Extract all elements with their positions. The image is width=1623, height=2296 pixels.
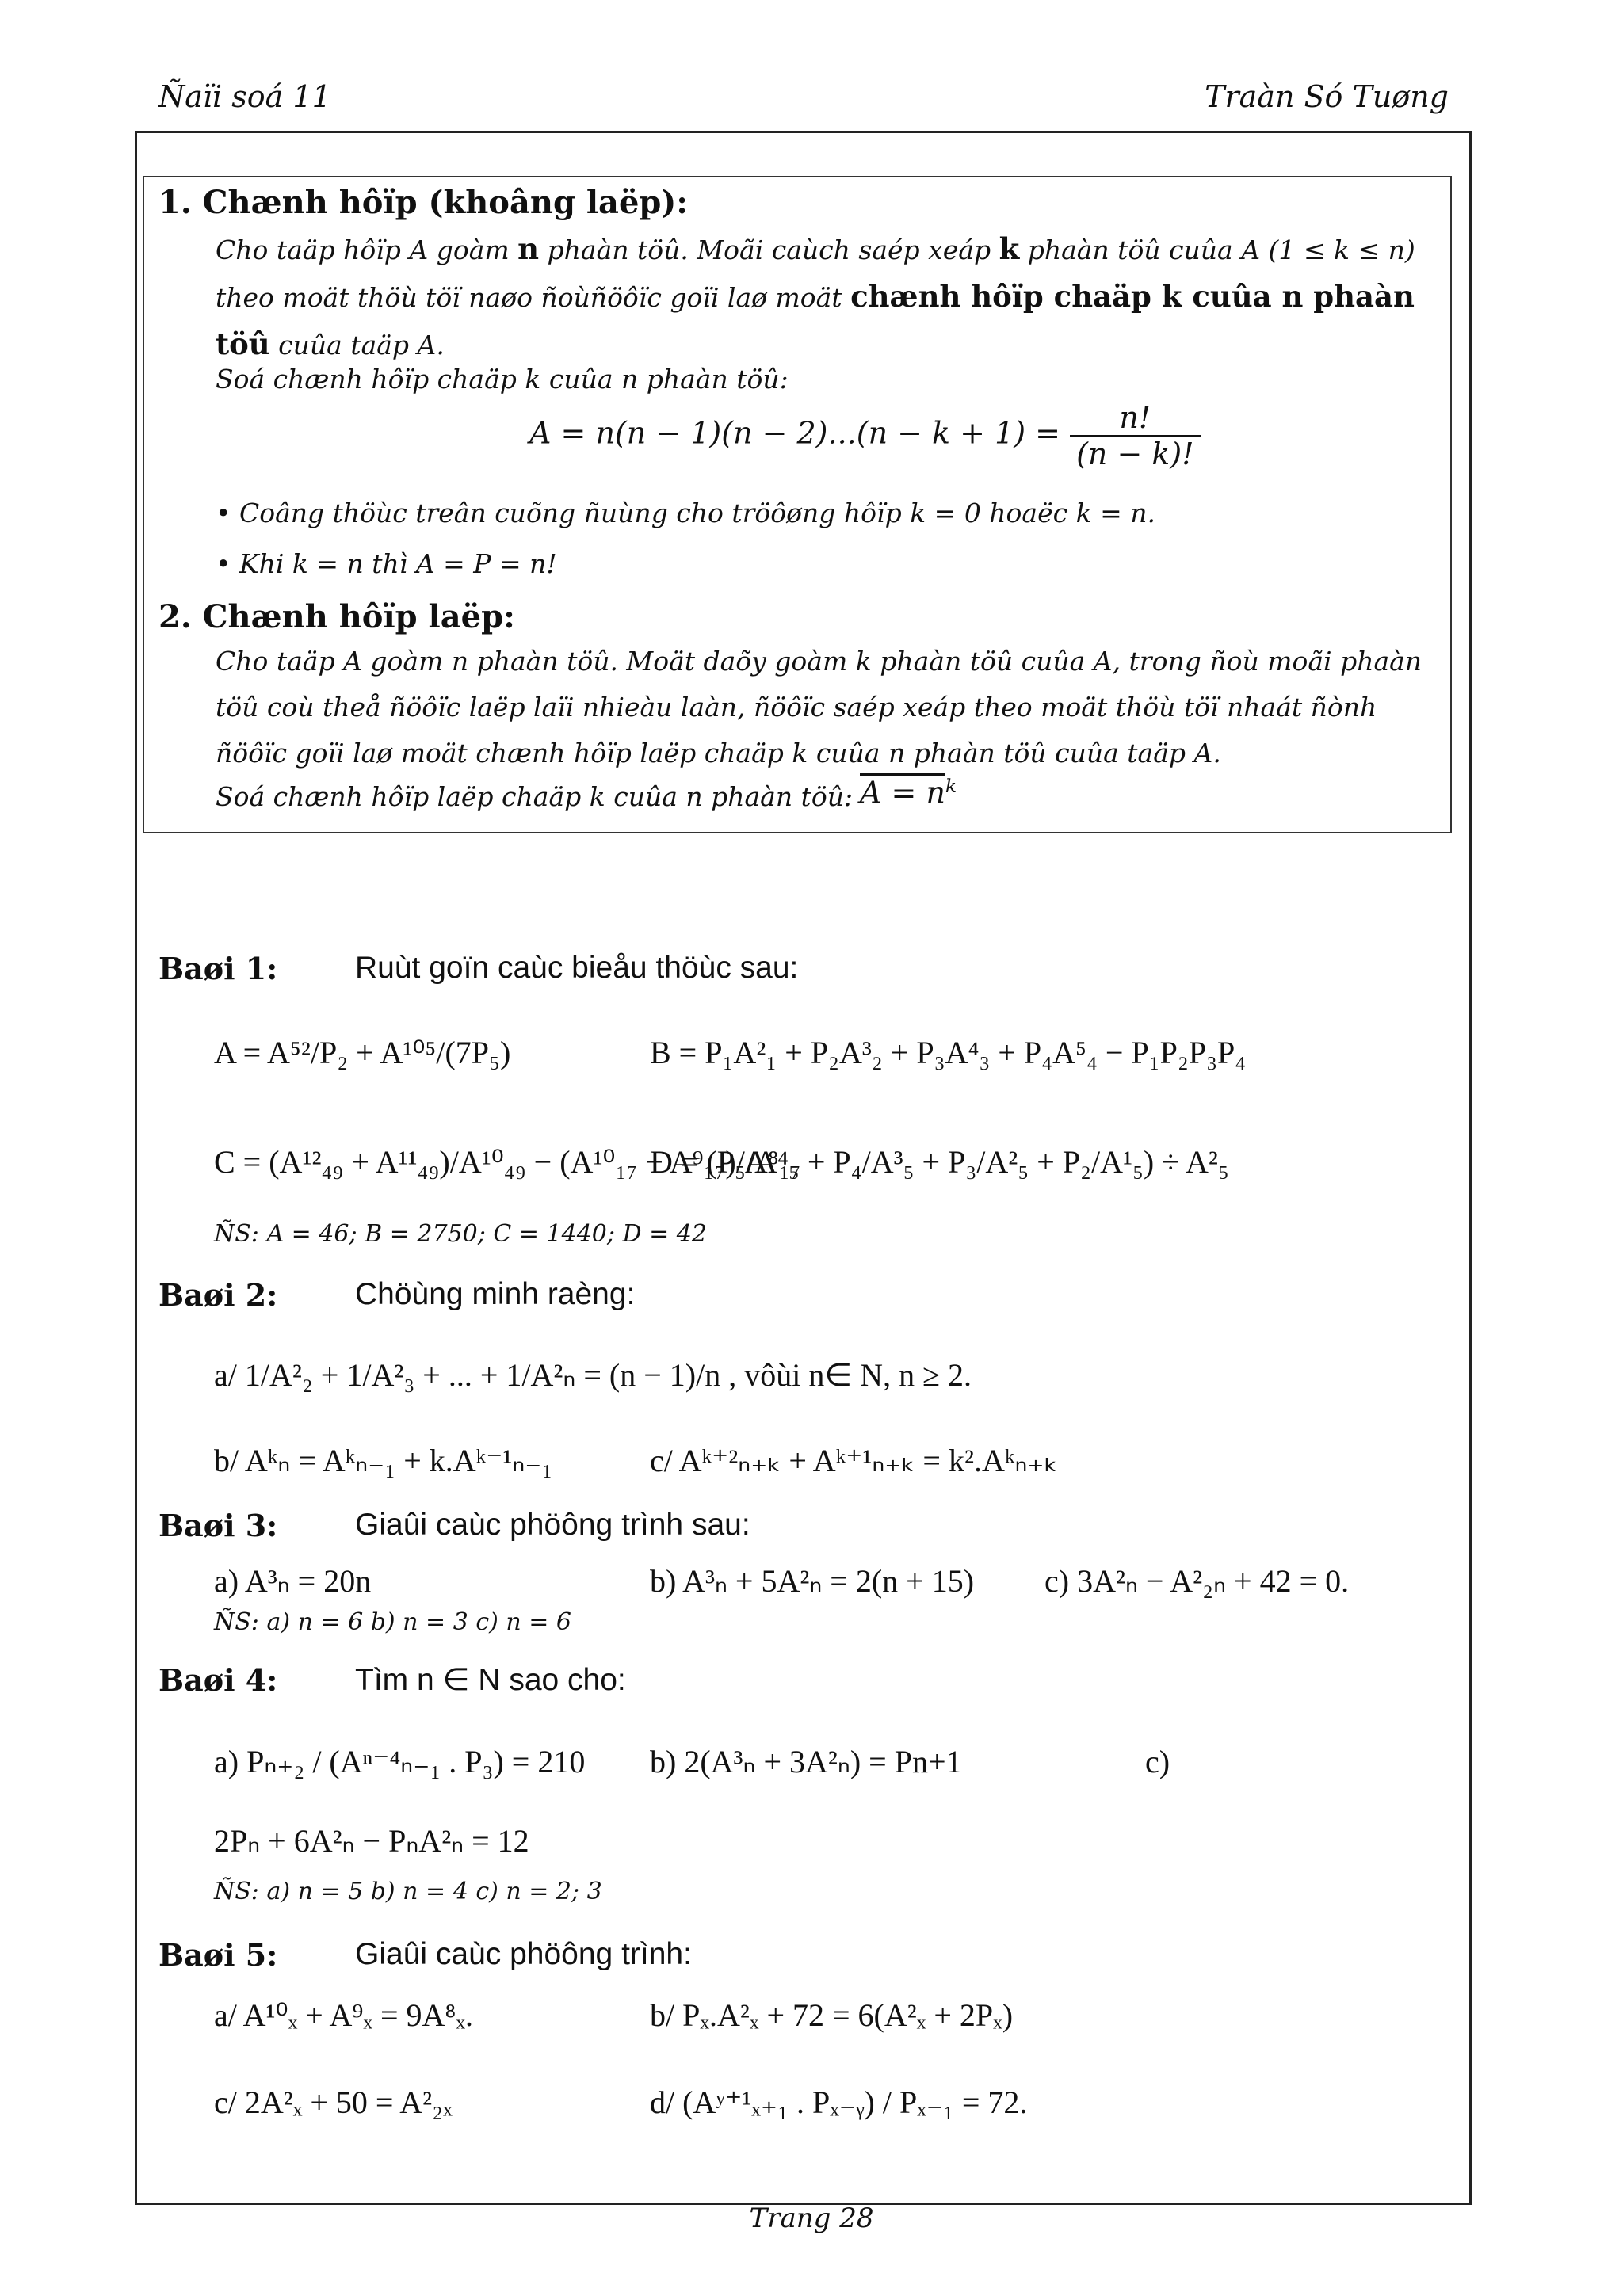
exercise-2-c: c/ Aᵏ⁺²ₙ₊ₖ + Aᵏ⁺¹ₙ₊ₖ = k².Aᵏₙ₊ₖ [650,1443,1058,1478]
bullet-1: • Coâng thöùc treân cuõng ñuùng cho tröôøng hôïp k = 0 hoaëc k = n. [216,498,1155,528]
exercise-4-a: a) Pₙ₊₂ / (Aⁿ⁻⁴ₙ₋₁ . P₃) = 210 [214,1744,586,1779]
exercise-1-B: B = P₁A²₁ + P₂A³₂ + P₃A⁴₃ + P₄A⁵₄ − P₁P₂P₃P₄ [650,1035,1247,1070]
section-1-count-label: Soá chænh hôïp chaäp k cuûa n phaàn töû: [216,364,789,395]
exercise-4-label: Baøi 4: [158,1662,278,1698]
bullet-2: • Khi k = n thì A = P = n! [216,548,557,579]
exercise-2-title: Chöùng minh raèng: [355,1277,636,1311]
exercise-2-label: Baøi 2: [158,1277,278,1313]
exercise-4-c: c) [1145,1744,1170,1779]
repetition-formula: $A = n^k$ [860,775,957,810]
exercise-3-answer: ÑS: a) n = 6 b) n = 3 c) n = 6 [214,1608,571,1636]
exercise-3-a: a) A³ₙ = 20n [214,1563,372,1599]
exercise-4-b: b) 2(A³ₙ + 3A²ₙ) = Pn+1 [650,1744,962,1779]
exercise-5-title: Giaûi caùc phöông trình: [355,1937,692,1971]
exercise-3-b: b) A³ₙ + 5A²ₙ = 2(n + 15) [650,1563,975,1599]
exercise-1-A: A = A⁵²/P₂ + A¹⁰⁵/(7P₅) [214,1035,511,1070]
exercise-1-answer: ÑS: A = 46; B = 2750; C = 1440; D = 42 [214,1220,707,1248]
exercise-5-label: Baøi 5: [158,1937,278,1973]
exercise-4-answer: ÑS: a) n = 5 b) n = 4 c) n = 2; 3 [214,1878,602,1905]
exercise-1-title: Ruùt goïn caùc bieåu thöùc sau: [355,951,799,985]
section-2-count-label: Soá chænh hôïp laëp chaäp k cuûa n phaàn töû: [216,781,854,812]
exercise-2-a: a/ 1/A²₂ + 1/A²₃ + ... + 1/A²ₙ = (n − 1)/n , vôùi n∈ N, n ≥ 2. [214,1357,972,1393]
section-1-definition: Cho taäp hôïp A goàm n phaàn töû. Moãi caùch saép xeáp k phaàn töû cuûa A (1 ≤ k ≤ n) theo moät thöù töï naøo ñoùñöôïc goïi laø moät chænh hôïp chaäp k cuûa n phaàn töû cuûa taäp A. [216,231,1415,361]
header-left: Ñaïi soá 11 [158,79,331,114]
exercise-1-D: D = (P₅/A⁴₅ + P₄/A³₅ + P₃/A²₅ + P₂/A¹₅) ÷ A²₅ [650,1144,1229,1180]
section-2-title: 2. Chænh hôïp laëp: [158,598,515,635]
section-2-definition: Cho taäp A goàm n phaàn töû. Moät daõy goàm k phaàn töû cuûa A, trong ñoù moãi phaàn töû coù theå ñöôïc laëp laïi nhieàu laàn, ñöôïc saép xeáp theo moät thöù töï nhaát ñònh ñöôïc goïi laø moät chænh hôïp laëp chaäp k cuûa n phaàn töû cuûa taäp A. [216,646,1423,769]
header-right: Traàn Só Tuøng [1205,79,1449,114]
exercise-3-title: Giaûi caùc phöông trình sau: [355,1508,750,1542]
exercise-1-C: C = (A¹²₄₉ + A¹¹₄₉)/A¹⁰₄₉ − (A¹⁰₁₇ + A⁹₁₇)/A⁸₁₇ [214,1144,801,1180]
permutation-formula: A = n(n − 1)(n − 2)...(n − k + 1) = $\frac{n!}{(n - k)!}$ [529,400,1201,471]
exercise-3-label: Baøi 3: [158,1508,278,1543]
exercise-2-b: b/ Aᵏₙ = Aᵏₙ₋₁ + k.Aᵏ⁻¹ₙ₋₁ [214,1443,553,1478]
exercise-5-a: a/ A¹⁰ₓ + A⁹ₓ = 9A⁸ₓ. [214,1997,473,2033]
exercise-5-b: b/ Pₓ.A²ₓ + 72 = 6(A²ₓ + 2Pₓ) [650,1997,1014,2033]
exercise-5-c: c/ 2A²ₓ + 50 = A²₂ₓ [214,2084,453,2120]
exercise-4-title: Tìm n ∈ N sao cho: [355,1663,626,1697]
section-1-title: 1. Chænh hôïp (khoâng laëp): [158,184,689,221]
exercise-1-label: Baøi 1: [158,951,278,986]
exercise-5-d: d/ (Aʸ⁺¹ₓ₊₁ . Pₓ₋ᵧ) / Pₓ₋₁ = 72. [650,2084,1028,2120]
exercise-3-c: c) 3A²ₙ − A²₂ₙ + 42 = 0. [1044,1563,1350,1599]
exercise-4-c-equation: 2Pₙ + 6A²ₙ − PₙA²ₙ = 12 [214,1823,529,1859]
page-number: Trang 28 [749,2203,874,2234]
